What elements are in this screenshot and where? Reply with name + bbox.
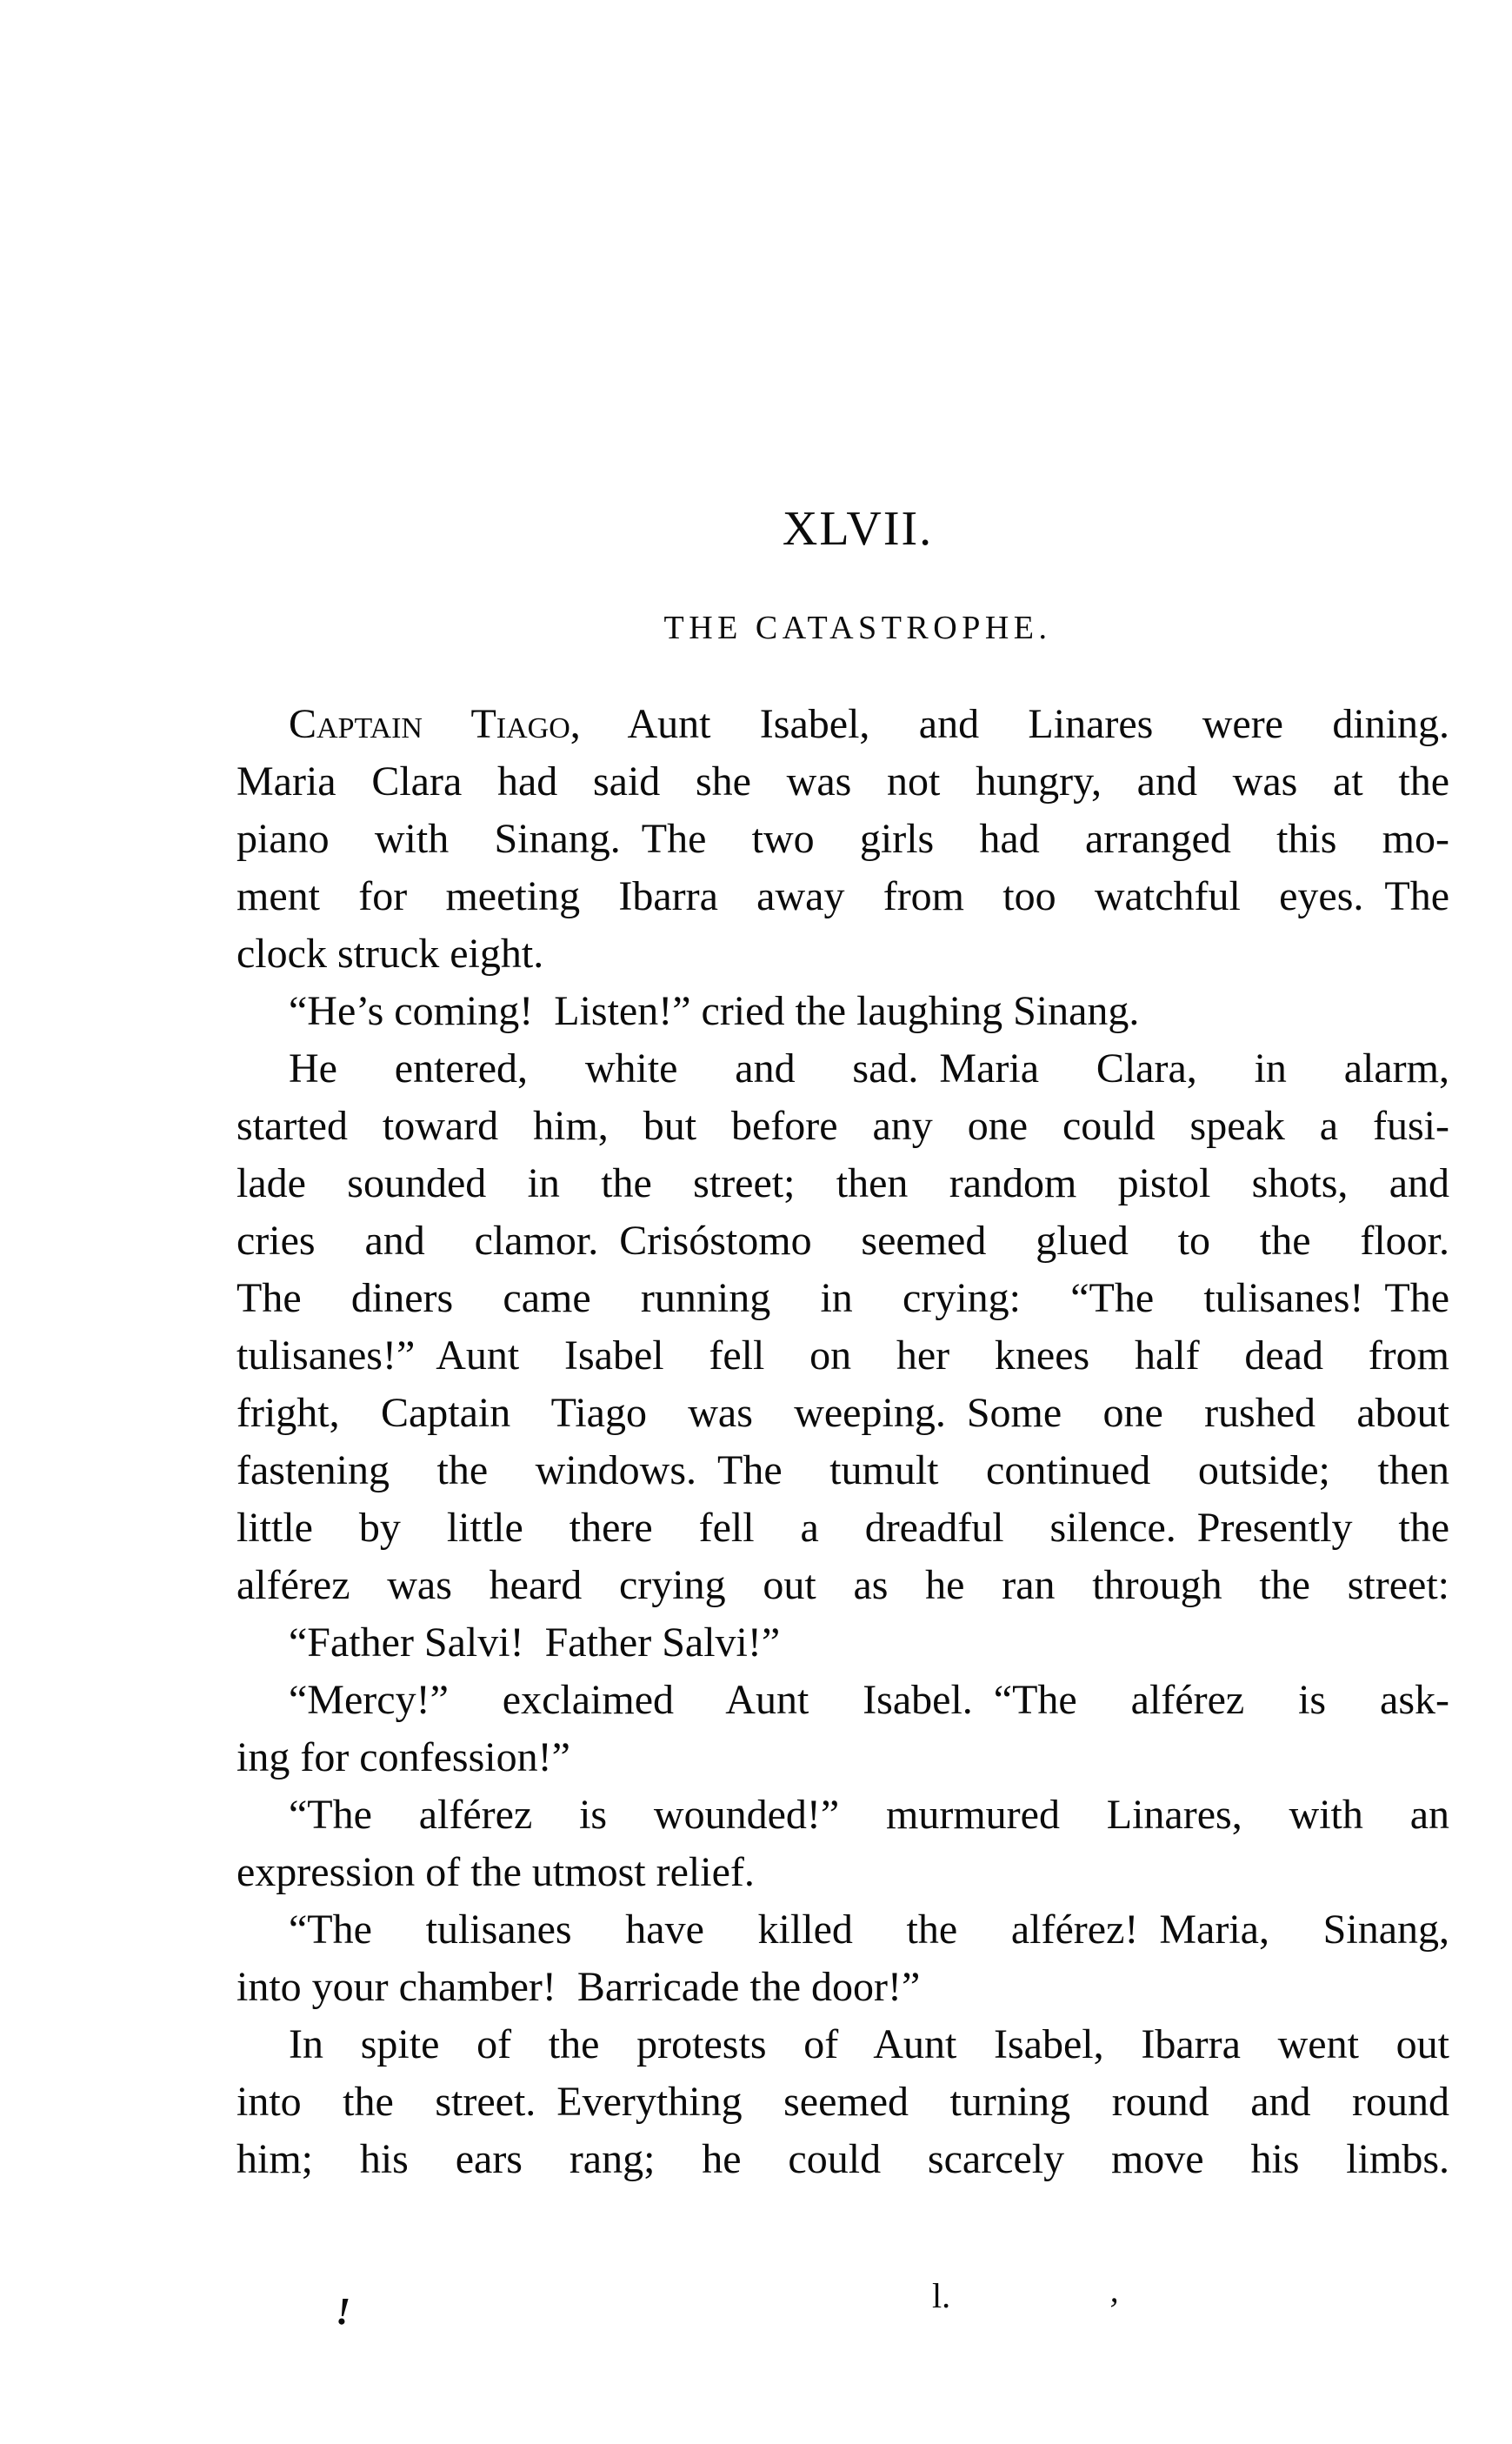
text-line: “Father Salvi! Father Salvi!” [289,1619,781,1666]
text-line: expression of the utmost relief. [236,1849,755,1895]
text-line: He entered, white and sad. Maria Clara, in alarm, [289,1045,1449,1092]
text-line: fright, Captain Tiago was weeping. Some one rushed about [236,1390,1449,1436]
text-line: him; his ears rang; he could scarcely move his limbs. [236,2136,1449,2182]
text-line: alférez was heard crying out as he ran through the street: [236,1562,1449,1608]
text-line: into your chamber! Barricade the door!” [236,1964,921,2010]
text-line: “Mercy!” exclaimed Aunt Isabel. “The alférez is ask- [289,1677,1449,1723]
text-line: lade sounded in the street; then random pistol shots, and [236,1160,1449,1206]
text-line: Maria Clara had said she was not hungry, and was at the [236,758,1449,805]
text-line: The diners came running in crying: “The tulisanes! The [236,1275,1449,1321]
print-artifact-right: ’ [1106,2290,1118,2329]
body-text [236,696,1449,2188]
text-line: clock struck eight. [236,931,544,977]
text-line: “The tulisanes have killed the alférez! Maria, Sinang, [289,1906,1449,1953]
text-line: tulisanes!” Aunt Isabel fell on her knees half dead from [236,1332,1449,1379]
text-line: In spite of the protests of Aunt Isabel, Ibarra went out [289,2021,1449,2067]
text-line: started toward him, but before any one could speak a fusi- [236,1103,1449,1149]
text-line: “The alférez is wounded!” murmured Linares, with an [289,1792,1449,1838]
text-line: little by little there fell a dreadful silence. Presently the [236,1505,1449,1551]
text-line: cries and clamor. Crisóstomo seemed glued to the floor. [236,1218,1449,1264]
chapter-title: THE CATASTROPHE. [663,610,1052,646]
print-artifact-left: ! [336,2290,351,2333]
text-line: piano with Sinang. The two girls had arranged this mo- [236,816,1449,862]
text-line: into the street. Everything seemed turning round and round [236,2079,1449,2125]
text-line: fastening the windows. The tumult continued outside; then [236,1447,1449,1493]
chapter-number: XLVII. [782,502,934,556]
print-artifact-center: l. [932,2276,951,2315]
text-line: ing for confession!” [236,1734,570,1780]
text-line: “He’s coming! Listen!” cried the laughing Sinang. [289,988,1140,1034]
text-line: ment for meeting Ibarra away from too watchful eyes. The [236,873,1449,919]
text-line: Captain Tiago, Aunt Isabel, and Linares were dining. [289,701,1450,747]
